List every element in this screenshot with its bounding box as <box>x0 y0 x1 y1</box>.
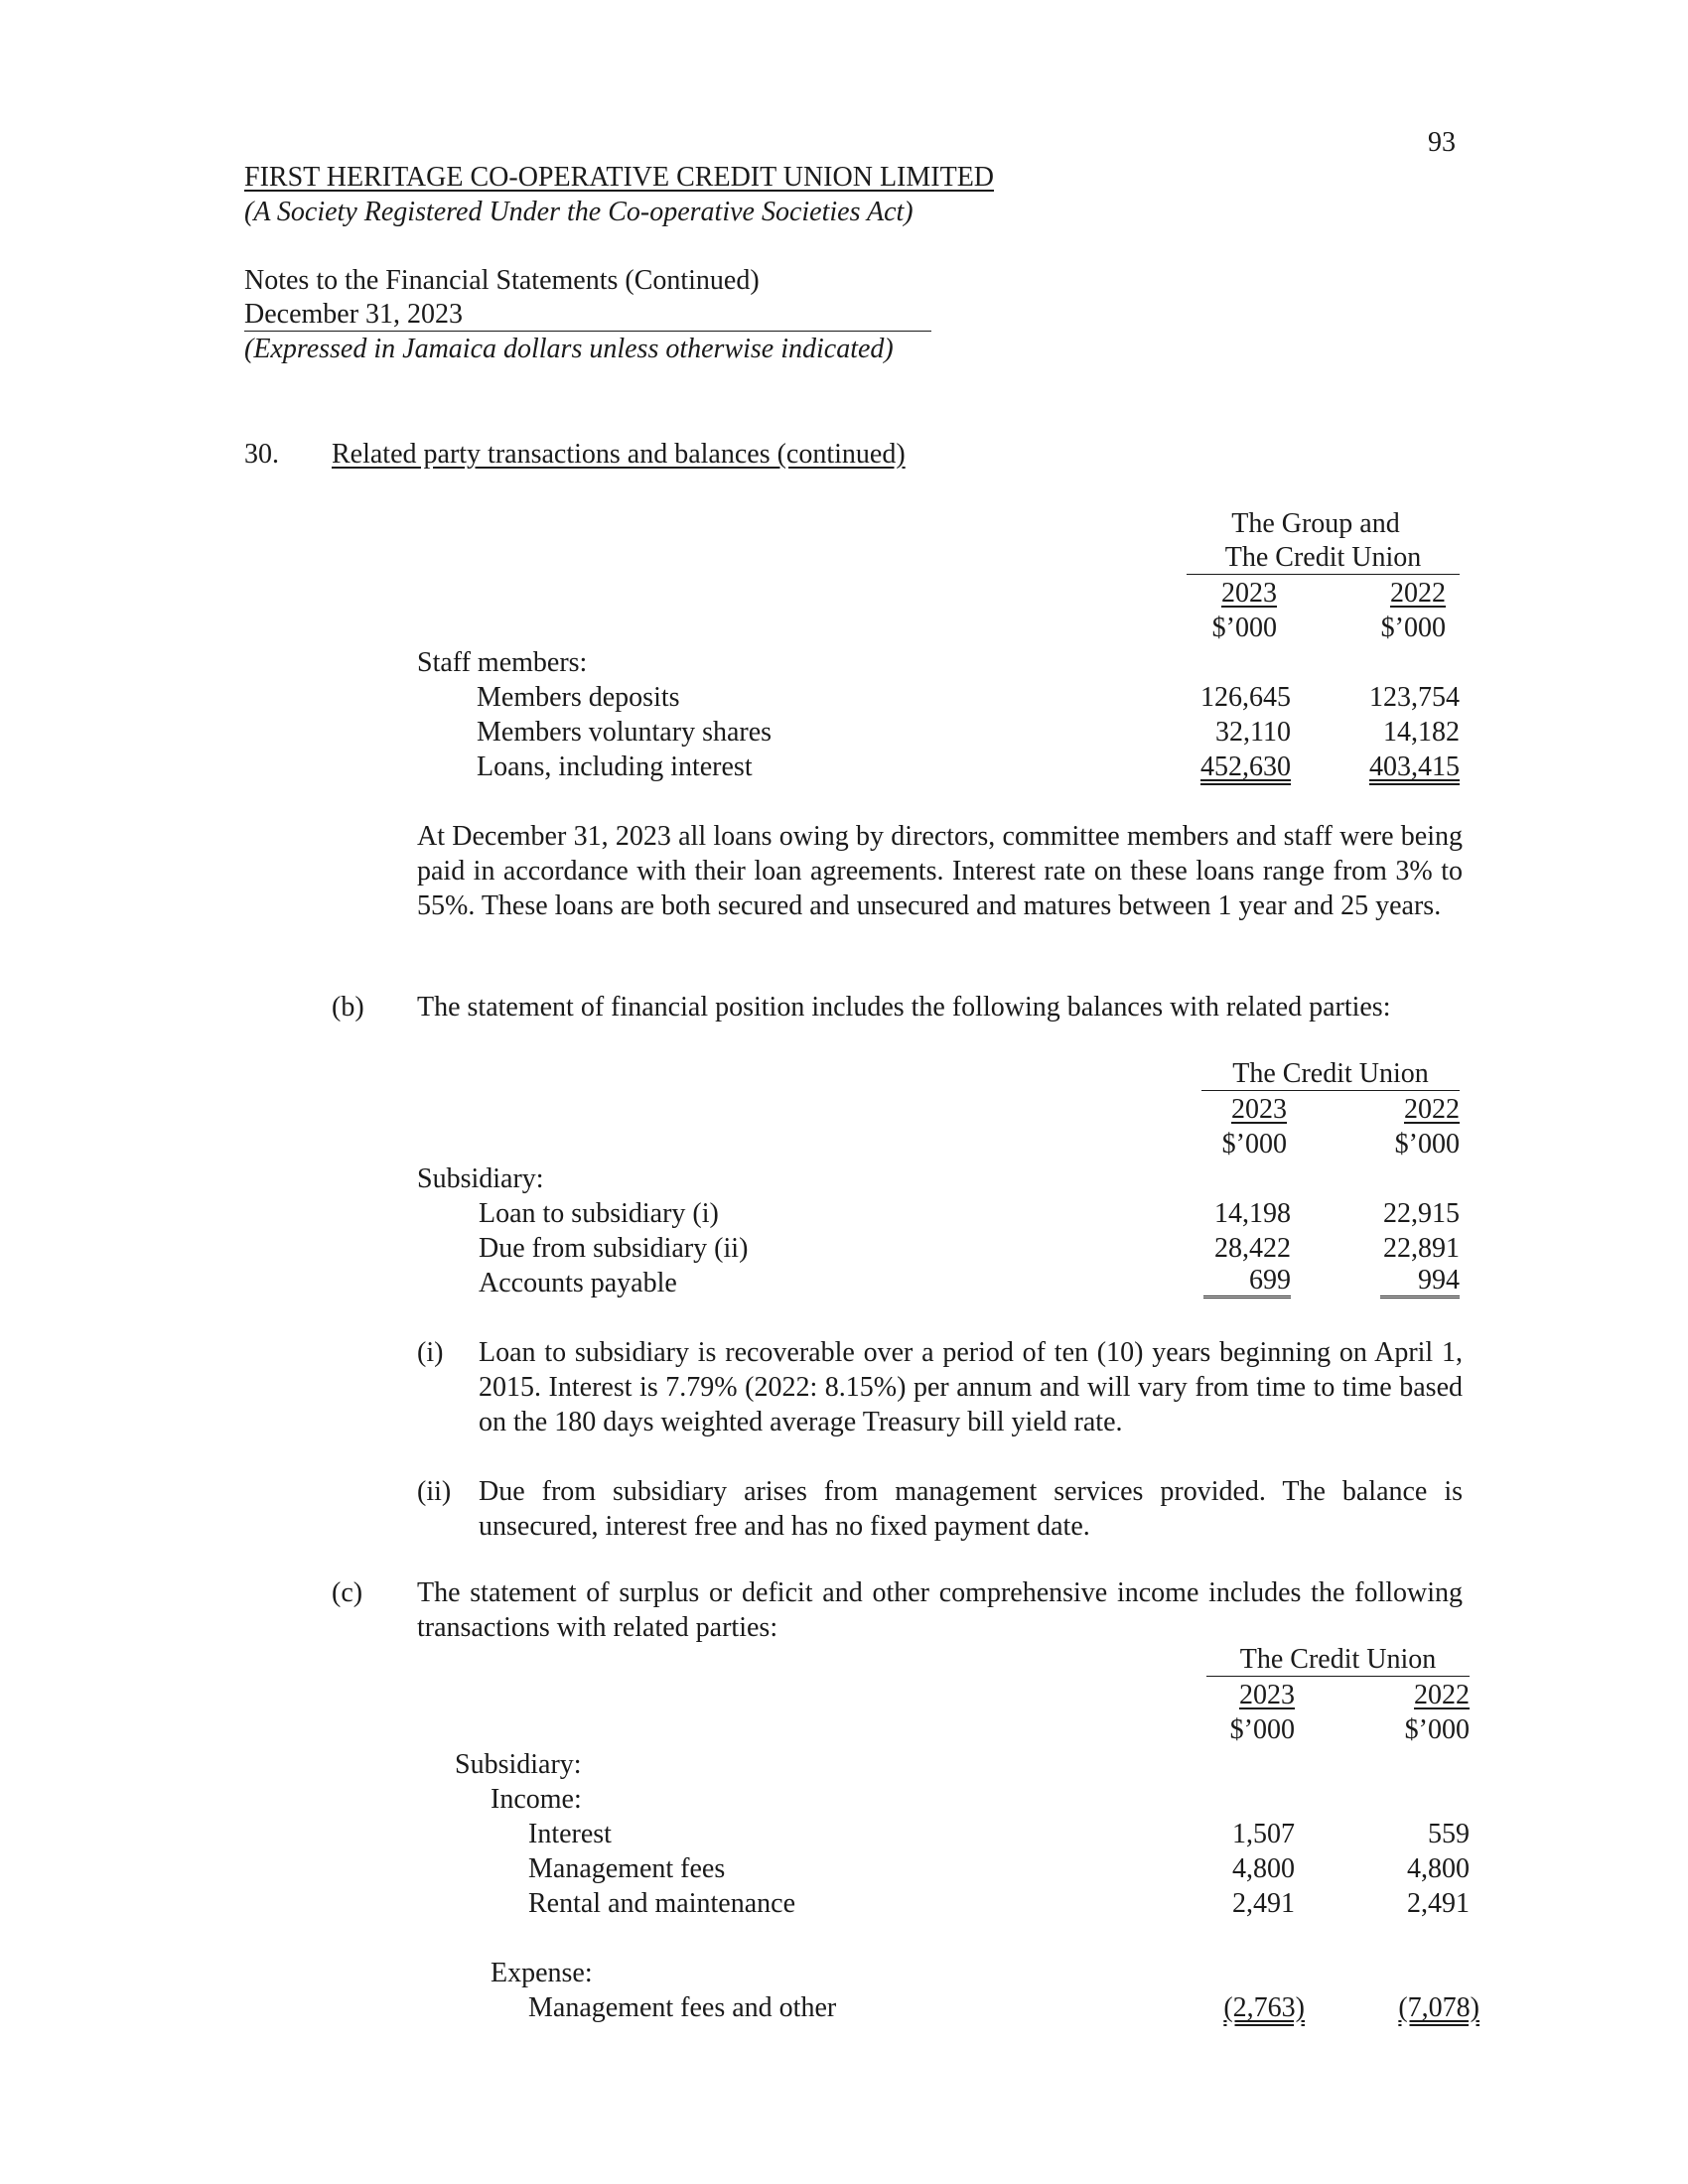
part-b-row-2022: 994 <box>1380 1266 1460 1298</box>
part-b-category: Subsidiary: <box>417 1163 544 1194</box>
staff-unit-2023: $’000 <box>1211 613 1277 643</box>
income-row-label: Management fees <box>528 1853 726 1884</box>
part-c-unit-2023: $’000 <box>1229 1714 1295 1745</box>
part-b-row-2023: 14,198 <box>1214 1198 1291 1229</box>
part-b-label: (b) <box>332 992 364 1023</box>
company-name: FIRST HERITAGE CO-OPERATIVE CREDIT UNION LIMITED <box>244 162 995 193</box>
note-ii-text: Due from subsidiary arises from management services provided. The balance is unsecured, interest free and has no fixed payment date. <box>479 1476 1463 1542</box>
income-row-2023: 4,800 <box>1232 1853 1295 1884</box>
statement-date: December 31, 2023 <box>244 298 931 332</box>
income-row-label: Interest <box>528 1819 612 1849</box>
income-row-label: Rental and maintenance <box>528 1888 795 1919</box>
part-b-row-label: Due from subsidiary (ii) <box>479 1233 749 1264</box>
staff-row-2023: 126,645 <box>1200 682 1291 713</box>
staff-heading-line2: The Credit Union <box>1187 541 1460 575</box>
income-row-2022: 4,800 <box>1407 1853 1470 1884</box>
part-b-heading: The Credit Union <box>1201 1057 1460 1091</box>
part-b-year-2022: 2022 <box>1404 1094 1460 1125</box>
income-row-2023: 2,491 <box>1232 1888 1295 1919</box>
staff-year-2022: 2022 <box>1390 578 1446 609</box>
part-b-unit-2022: $’000 <box>1394 1129 1460 1160</box>
part-c-category: Subsidiary: <box>455 1749 582 1780</box>
staff-row-2023: 452,630 <box>1200 751 1291 782</box>
staff-row-2022: 14,182 <box>1383 717 1460 748</box>
staff-year-2023: 2023 <box>1221 578 1277 609</box>
expense-label: Expense: <box>491 1958 593 1988</box>
part-c-unit-2022: $’000 <box>1404 1714 1470 1745</box>
expense-row-label: Management fees and other <box>528 1992 837 2023</box>
staff-row-2023: 32,110 <box>1215 717 1291 748</box>
part-b-row-label: Loan to subsidiary (i) <box>479 1198 719 1229</box>
staff-unit-2022: $’000 <box>1380 613 1446 643</box>
note-i-label: (i) <box>417 1337 444 1368</box>
part-b-year-2023: 2023 <box>1231 1094 1287 1125</box>
part-c-text: The statement of surplus or deficit and other comprehensive income includes the following transactions with related parties: <box>417 1577 1463 1643</box>
note-i-text: Loan to subsidiary is recoverable over a period of ten (10) years beginning on April 1, 2015. Interest is 7.79% (2022: 8.15%) per annum and will vary from time to time based on the 180 days weighted average Treasury bill yield rate. <box>479 1337 1463 1437</box>
currency-note: (Expressed in Jamaica dollars unless otherwise indicated) <box>244 334 894 364</box>
part-b-row-2023: 28,422 <box>1214 1233 1291 1264</box>
part-b-row-label: Accounts payable <box>479 1268 677 1298</box>
staff-row-2022: 123,754 <box>1369 682 1460 713</box>
income-row-2022: 2,491 <box>1407 1888 1470 1919</box>
part-b-unit-2023: $’000 <box>1221 1129 1287 1160</box>
expense-row-2023: (2,763) <box>1223 1992 1305 2023</box>
section-title: Related party transactions and balances (continued) <box>332 439 906 470</box>
income-label: Income: <box>491 1784 582 1815</box>
company-subtitle: (A Society Registered Under the Co-operative Societies Act) <box>244 197 914 227</box>
income-row-2022: 559 <box>1428 1819 1470 1849</box>
notes-title: Notes to the Financial Statements (Continued) <box>244 265 760 296</box>
staff-row-label: Members deposits <box>477 682 680 713</box>
staff-heading-line1: The Group and <box>1231 508 1400 539</box>
part-b-row-2022: 22,891 <box>1383 1233 1460 1264</box>
section-number: 30. <box>244 439 279 470</box>
part-c-heading: The Credit Union <box>1206 1643 1470 1677</box>
page-number: 93 <box>1428 127 1456 158</box>
part-c-year-2022: 2022 <box>1414 1680 1470 1710</box>
loans-paragraph: At December 31, 2023 all loans owing by directors, committee members and staff were being paid in accordance with their loan agreements. Interest rate on these loans range from 3% to 55%. These loans are both secured and unsecured and matures between 1 year and 25 years. <box>417 821 1463 921</box>
expense-row-2022: (7,078) <box>1398 1992 1479 2023</box>
staff-row-label: Loans, including interest <box>477 751 753 782</box>
note-ii-label: (ii) <box>417 1476 452 1507</box>
staff-row-label: Members voluntary shares <box>477 717 773 748</box>
staff-row-2022: 403,415 <box>1369 751 1460 782</box>
part-b-row-2023: 699 <box>1203 1266 1291 1298</box>
part-b-text: The statement of financial position includes the following balances with related parties: <box>417 992 1391 1023</box>
income-row-2023: 1,507 <box>1232 1819 1295 1849</box>
part-b-row-2022: 22,915 <box>1383 1198 1460 1229</box>
part-c-label: (c) <box>332 1577 363 1608</box>
part-c-year-2023: 2023 <box>1239 1680 1295 1710</box>
staff-category: Staff members: <box>417 647 588 678</box>
